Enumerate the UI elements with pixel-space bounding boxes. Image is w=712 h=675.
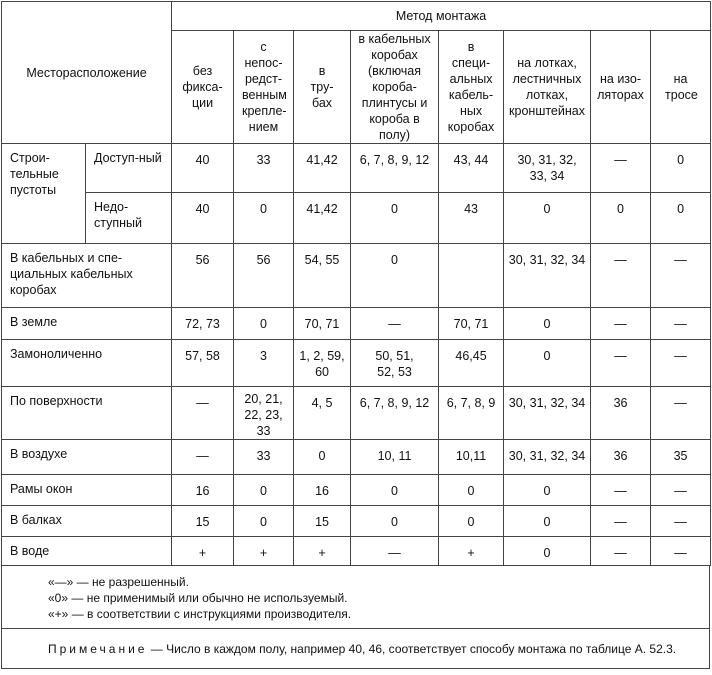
table-cell: 0 <box>234 308 294 340</box>
row-label-in-beams: В балках <box>2 506 172 537</box>
row-sublabel-inaccessible: Недо-ступный <box>86 193 172 244</box>
table-cell: 36 <box>591 440 651 475</box>
table-cell: 1, 2, 59, 60 <box>294 340 351 387</box>
row-label-in-ground: В земле <box>2 308 172 340</box>
table-cell: 0 <box>234 506 294 537</box>
table-cell: 16 <box>294 475 351 506</box>
table-cell: 0 <box>234 475 294 506</box>
table-cell: 6, 7, 8, 9, 12 <box>351 144 439 193</box>
row-sublabel-accessible: Доступ-ный <box>86 144 172 193</box>
table-cell: — <box>651 340 711 387</box>
table-cell: 41,42 <box>294 144 351 193</box>
row-label-building-voids: Строи-тельные пустоты <box>2 144 86 244</box>
table-cell: — <box>351 308 439 340</box>
table-cell: — <box>591 308 651 340</box>
table-cell: 4, 5 <box>294 387 351 440</box>
notes-block <box>1 566 710 669</box>
table-cell: 0 <box>351 475 439 506</box>
table-cell: 33 <box>234 440 294 475</box>
table-cell: 0 <box>234 193 294 244</box>
table-cell: — <box>651 244 711 308</box>
table-cell: — <box>591 244 651 308</box>
table-cell: 0 <box>591 193 651 244</box>
table-cell: 0 <box>351 506 439 537</box>
table-cell: 40 <box>172 144 234 193</box>
table-cell: 15 <box>294 506 351 537</box>
header-col-wire: на тросе <box>651 31 711 144</box>
table-cell: 6, 7, 8, 9, 12 <box>351 387 439 440</box>
table-cell: 35 <box>651 440 711 475</box>
table-cell: 10,11 <box>439 440 504 475</box>
table-cell: 15 <box>172 506 234 537</box>
legend-item-manufacturer: «+» — в соответствии с инструкциями производителя. <box>48 607 352 621</box>
table-cell: 56 <box>172 244 234 308</box>
table-cell: 0 <box>439 506 504 537</box>
table-cell: 30, 31, 32, 34 <box>504 244 591 308</box>
table-cell: 30, 31, 32, 33, 34 <box>504 144 591 193</box>
table-cell: 54, 55 <box>294 244 351 308</box>
table-cell: 3 <box>234 340 294 387</box>
table-cell: 0 <box>351 244 439 308</box>
table-cell: 72, 73 <box>172 308 234 340</box>
table-cell: 57, 58 <box>172 340 234 387</box>
table-cell: — <box>651 475 711 506</box>
row-label-in-water: В воде <box>2 537 172 566</box>
legend-item-not-allowed: «—» — не разрешенный. <box>48 575 189 589</box>
table-cell: 41,42 <box>294 193 351 244</box>
table-cell: 0 <box>439 475 504 506</box>
table-cell: — <box>172 387 234 440</box>
table-cell: — <box>651 387 711 440</box>
table-cell: 70, 71 <box>294 308 351 340</box>
table-cell: + <box>439 537 504 566</box>
table-cell: 6, 7, 8, 9 <box>439 387 504 440</box>
table-cell: 30, 31, 32, 34 <box>504 440 591 475</box>
table-cell: 0 <box>504 193 591 244</box>
table-cell <box>439 244 504 308</box>
table-cell: — <box>591 506 651 537</box>
note-word: Примечание <box>48 642 148 656</box>
table-cell: 0 <box>651 144 711 193</box>
header-col-cable-trunking: в кабельных коробах (включая короба-плинтусы и короба в полу) <box>351 31 439 144</box>
table-cell: 33 <box>234 144 294 193</box>
installation-methods-table <box>1 1 711 566</box>
table-cell: 0 <box>504 475 591 506</box>
table-cell: 70, 71 <box>439 308 504 340</box>
table-cell: 0 <box>504 506 591 537</box>
table-cell: — <box>651 537 711 566</box>
row-label-embedded: Замоноличенно <box>2 340 172 387</box>
table-cell: 16 <box>172 475 234 506</box>
header-col-special-trunking: в специ-альных кабель-ных коробах <box>439 31 504 144</box>
table-cell: 30, 31, 32, 34 <box>504 387 591 440</box>
table-cell: 0 <box>504 340 591 387</box>
header-col-insulators: на изо-ляторах <box>591 31 651 144</box>
table-cell: — <box>591 475 651 506</box>
legend-item-not-applicable: «0» — не применимый или обычно не используемый. <box>48 591 348 605</box>
row-label-in-air: В воздухе <box>2 440 172 475</box>
table-cell: — <box>351 537 439 566</box>
header-col-in-pipes: в тру-бах <box>294 31 351 144</box>
table-cell: + <box>234 537 294 566</box>
table-cell: 0 <box>651 193 711 244</box>
table-cell: 20, 21, 22, 23, 33 <box>234 387 294 440</box>
table-cell: — <box>591 340 651 387</box>
header-method: Метод монтажа <box>172 2 711 31</box>
table-cell: 0 <box>294 440 351 475</box>
table-cell: 0 <box>504 308 591 340</box>
note-text: — Число в каждом полу, например 40, 46, соответствует способу монтажа по таблице А. 52.3. <box>147 642 677 656</box>
row-label-window-frames: Рамы окон <box>2 475 172 506</box>
table-cell: 36 <box>591 387 651 440</box>
table-cell: — <box>172 440 234 475</box>
table-cell: 0 <box>504 537 591 566</box>
table-cell: 40 <box>172 193 234 244</box>
table-cell: 46,45 <box>439 340 504 387</box>
table-cell: + <box>172 537 234 566</box>
header-col-direct-fixing: с непос-редст-венным крепле-нием <box>234 31 294 144</box>
table-note <box>2 628 709 668</box>
table-cell: 43 <box>439 193 504 244</box>
document-sheet <box>1 1 711 669</box>
header-col-no-fixation: без фикса-ции <box>172 31 234 144</box>
table-cell: + <box>294 537 351 566</box>
legend <box>2 566 709 628</box>
table-cell: — <box>591 144 651 193</box>
table-cell: — <box>651 308 711 340</box>
header-col-trays: на лотках, лестничных лотках, кронштейнах <box>504 31 591 144</box>
table-cell: — <box>591 537 651 566</box>
row-label-cable-trunking: В кабельных и спе-циальных кабельных коробах <box>2 244 172 308</box>
table-cell: 50, 51, 52, 53 <box>351 340 439 387</box>
table-cell: 43, 44 <box>439 144 504 193</box>
header-location: Месторасположение <box>2 2 172 144</box>
row-label-on-surface: По поверхности <box>2 387 172 440</box>
table-cell: 0 <box>351 193 439 244</box>
table-cell: 56 <box>234 244 294 308</box>
table-cell: 10, 11 <box>351 440 439 475</box>
table-cell: — <box>651 506 711 537</box>
